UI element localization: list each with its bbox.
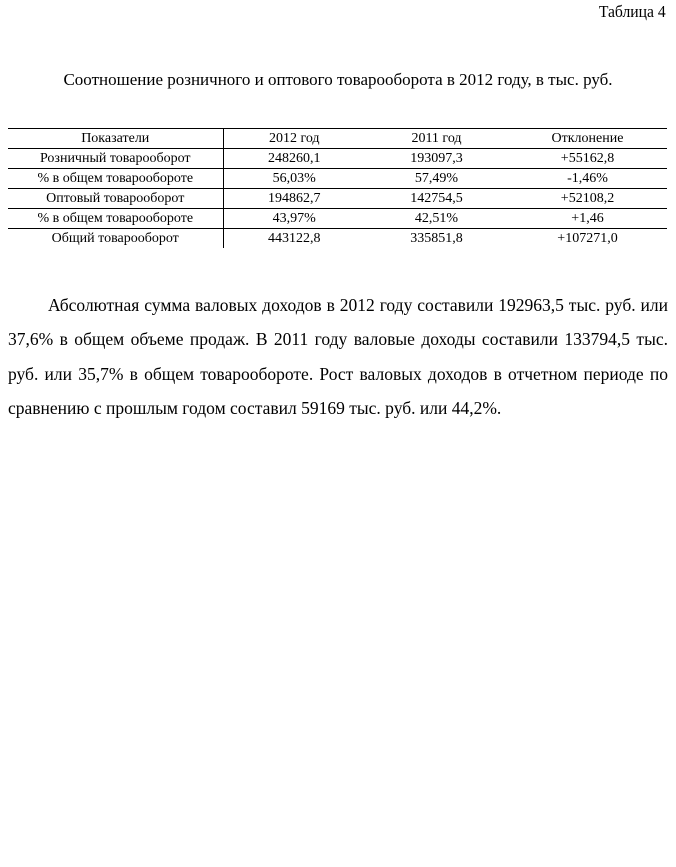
header-2012: 2012 год [223,129,365,149]
cell-2012: 43,97% [223,209,365,229]
cell-deviation: +107271,0 [557,231,618,246]
cell-2011: 142754,5 [365,189,508,209]
row-label: Оптовый товарооборот [8,189,223,209]
cell-2012: 56,03% [223,169,365,189]
cell-deviation: -1,46% [508,169,667,189]
header-indicator: Показатели [8,129,223,149]
row-label: % в общем товарообороте [8,209,223,229]
table-header-row [8,129,667,149]
cell-deviation: +52108,2 [508,189,667,209]
cell-2012: 248260,1 [223,149,365,169]
table-label: Таблица 4 [599,2,666,21]
header-deviation: Отклонение [508,129,667,149]
cell-2011: 42,51% [365,209,508,229]
cell-2011: 193097,3 [365,149,508,169]
cell-2012: 443122,8 [268,231,321,246]
cell-deviation: +1,46 [508,209,667,229]
cell-deviation: +55162,8 [508,149,667,169]
table-row [8,169,667,189]
body-paragraph: Абсолютная сумма валовых доходов в 2012 году составили 192963,5 тыс. руб. или 37,6% в общем объеме продаж. В 2011 году валовые доходы составили 133794,5 тыс. руб. или 35,7% в общем товарообороте. Рост валовых доходов в отчетном периоде по сравнению с прошлым годом составил 59169 тыс. руб. или 44,2%. [8,295,668,418]
row-label: % в общем товарообороте [8,169,223,189]
cell-2011: 335851,8 [410,231,463,246]
table-row [8,189,667,209]
table-row [8,149,667,169]
table-row [8,209,667,229]
cell-2012: 194862,7 [223,189,365,209]
header-2011: 2011 год [365,129,508,149]
row-label: Розничный товарооборот [8,149,223,169]
turnover-table [8,128,667,248]
row-label: Общий товарооборот [8,229,223,249]
cell-2011: 57,49% [365,169,508,189]
document-title: Соотношение розничного и оптового товарооборота в 2012 году, в тыс. руб. [63,70,613,89]
table-row [8,229,667,249]
